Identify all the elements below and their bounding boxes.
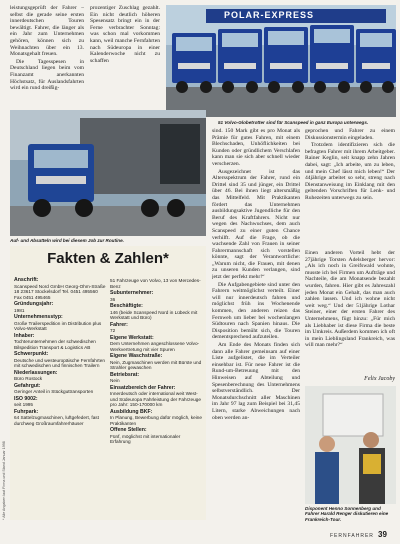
fact-value: seit 1995 <box>14 402 34 407</box>
fact-label: Unternehmensstyp: <box>14 314 63 320</box>
fact-value: Deutsche und westeuropäische Fernfahrten mit schwedischen und finnischen Trailern <box>14 357 105 368</box>
paragraph: sind. 150 Mark gibt es pro Monat als Prämie für gutes Fahren, mit einem Blechschaden, Unhöflichkeiten bei Kunden oder gründlichem Verschlafen kann man sie sich aber schnell wieder verscherzen. <box>212 128 300 167</box>
truck-trailer-illustration <box>10 110 206 236</box>
fact-value: 1981 <box>14 307 25 313</box>
fact-label: Inhaber: <box>14 332 35 339</box>
mid-photo-caption: Auf- und Absatteln wird bei diesem Job zur Routine. <box>10 238 124 243</box>
author-credit: Felix Jacoby <box>364 376 395 382</box>
photo-dispatcher-driver <box>305 386 396 504</box>
paragraph: Am Ende des Monats finden sich dann alle Fahrer gemeinsam auf einer Liste aufgelistet, die im Verteiler einsehbar ist. Für neue Fahrer ist die Rund-um-Betreuung mit den Hinweisen auf Abteilung und Spesenberechnung des Unternehmens selbstverständlich. Der Monatsdurchschnitt aller Maschinen im Jahr 97 lag zum Beispiel bei 31,45 Litern, starke Abweichungen nach oben werden an- <box>212 342 300 421</box>
fact-value: 36 <box>110 296 116 302</box>
fact-label: Gründungsjahr: <box>14 301 54 307</box>
fact-label: Subunternehmer: <box>110 290 154 296</box>
fact-label: Eigene Waschstraße: <box>110 353 163 359</box>
fact-value: Große Trailerspedition im Distribution plus Volvo-Werkstatt <box>14 320 102 331</box>
facts-col-right <box>110 276 202 446</box>
photo-truck-trailer <box>10 110 206 236</box>
paragraph: Einen anderen Vorteil hebt der 27jährige Torsten Adelsberger hervor: „Als ich noch in Greifswald wohnte, musste ich bei Firmen um Aufträge und Nachteile, die am Monatsende bezahlt wurden, fahren. Hier gibt es Jahreszahl jeden Monat ein Gehalt, das man auch zahlen lassen. Und ich wohne nicht weit weg.“ Und der 51jährige Lothar Steiner, einer der ersten Fahrer des Unternehmens, fügt hinzu: „Für mich als Liebhaber ist diese Firma die beste im Umkreis. Außerdem kommen ich oft in mein Lieblingsland Frankreich, was will man mehr?“ <box>305 250 395 349</box>
fact-value: Scanspeed Nord GmbH Georg-Ohm-Straße 18 23617 Stockelsdorf Tel. 0451 495560 Fax 0451 495465 <box>14 283 106 300</box>
truck-banner-text: POLAR-EXPRESS <box>224 10 315 20</box>
fact-value: 64 Sattelzugmaschinen, luftgefedert, fast durchweg Großraumfahrerhäuser <box>14 415 99 426</box>
fact-value: In Planung, Bewerbung dafür möglich, keine Praktikanten <box>110 415 202 426</box>
top-photo-caption: 51 Volvo-Globetrotter sind für Scanspeed in ganz Europa unterwegs. <box>218 120 369 125</box>
fact-value: Nein <box>110 378 120 383</box>
paragraph: leistungsgeprüft der Fahrer – selbst die gerade seine ersten innerdeutschen Touren bewältigt. Fahrer, die länger als ein Jahr zum Unternehmen gehören, können sich zu Weihnachten über ein 13. Monatsgehalt freuen. <box>10 5 84 58</box>
paragraph: Die Tagesspesen in Deutschland liegen beim vom Finanzamt anerkannten Höchstsatz, für Auslandsfahrten wird ein rund dreißig- <box>10 58 84 92</box>
fact-label: Schwerpunkt: <box>14 351 49 357</box>
facts-title: Fakten & Zahlen* <box>47 250 169 267</box>
paragraph: Ausgezeichnet ist das Altersspektrum der Fahrer, rund ein Drittel sind 35 und jünger, ein Drittel über 46. Bei ihnen liegt altersmäßig das Mittelfeld. Mit Praktikanten fördert das Unternehmen ausbildungsaktive Jugendliche für den Beruf des Kraftfahrers. Nicht nur wegen des Nachwuchses, dem auch Scanspeed zu einer guten Chance verhilft. Auf die Frage, ob die wachsende Zahl von Frauen in seiner Fahrermannschaft sich vorstellen könnte, sagt der Verantwortliche: „Warum nicht, die Frauen, mit denen zu unseren Kunden verlangen, sind jetzt der perfekt mehr!“ <box>212 168 300 281</box>
fact-value: Büro Rostock <box>14 376 43 381</box>
paragraph: Trotzdem identifizieren sich die befragten Fahrer mit ihrem Arbeitgeber. Rainer Keglin, seit knapp zehn Jahren dabei, sagt: „Ich arbeite, um zu leben, und mein Chef lässt mich leben!“ Der 44jährige arbeitet so sehr, streng nach Dienstanweisung im Einklang mit den geltenden Vorschriften für Lenk- und Ruhezeiten unterwegs zu sein. <box>305 142 395 201</box>
top-text-mid <box>90 5 160 107</box>
fact-value: 146 (beide Scanspeed Nord in Lübeck mit Werkstatt und Büro) <box>110 309 198 320</box>
fact-label: Eigene Werkstatt: <box>110 334 154 341</box>
right-text-col-b <box>305 128 395 244</box>
fact-label: Ausbildung BKF: <box>110 408 153 415</box>
fact-label: Beschäftigte: <box>110 303 143 309</box>
right-text-col-c <box>305 250 395 374</box>
footer-page-number: 39 <box>378 530 387 539</box>
fact-value: Dem Unternehmen angeschlossene Volvo-Werkvertretung mit vier Spuren <box>110 341 200 352</box>
fact-label: Einsatzbereich der Fahrer: <box>110 384 176 391</box>
fact-label: Niederlassungen: <box>14 369 58 376</box>
paragraph: prozentiger Zuschlag gezahlt. Ein nicht deutlich höheren Spesensatz bringt ein in der Ferne verbrachter Sonntag: was schon mal vorkommen kann, weil manche Fernfahrten nach Südeuropa in einer Kalenderwoche nicht zu schaffen <box>90 5 160 64</box>
fact-label: Offene Stellen: <box>110 427 147 433</box>
truck-fleet-illustration <box>166 5 396 117</box>
fact-value: Tochterunternehmen der schwedischen Bilspedition Transport & Logistics AB <box>14 339 96 350</box>
right-text-col-a <box>212 128 300 526</box>
fact-value: 72 <box>110 328 116 333</box>
fact-value: Fünf, möglichst mit internationaler Erfahrung <box>110 433 181 444</box>
fact-label: Fuhrpark: <box>14 408 39 415</box>
fact-label: ISO 9002: <box>14 395 38 402</box>
fact-value: Nein, Zugmaschinen werden mit Bürste und Strahler gewaschen <box>110 359 202 370</box>
fact-label: Fahrer: <box>110 321 128 328</box>
facts-box <box>10 246 206 520</box>
fact-value: Geringer Anteil in Stückguttransporten <box>14 389 94 394</box>
side-footnote: * Alle Angaben laut Firma und Stand Januar 1998 <box>2 441 6 520</box>
people-illustration <box>305 386 396 504</box>
bottom-right-caption: Disponent Henno Sonnenberg und Fahrer Harald Renger diskutieren eine Frankreich-Tour. <box>305 506 389 522</box>
top-text-left <box>10 5 84 107</box>
fact-label: Betriebsrat: <box>110 371 140 378</box>
footer-magazine: FERNFAHRER <box>330 533 374 539</box>
fact-value: 51 Fahrzeuge von Volvo, 13 von Mercedes-Benz <box>110 278 201 289</box>
photo-truck-fleet <box>166 5 396 117</box>
fact-label: Anschrift: <box>14 277 39 283</box>
facts-col-left <box>14 276 106 427</box>
paragraph: geprochen und Fahrer zu einem Diskussionstermin eingeladen. <box>305 128 395 141</box>
paragraph: Die Aufgabengebiete sind unter den Fahrern weitmöglichst verteilt. Einer will nur innerdeutsch fahren und möglichst früh ins Wochenende kommen, den anderen reizen das Fernweh um lieber bei wochenlangen Südtouren nach Spanien hinaus. Die Disposition bemüht sich, die Touren dementsprechend aufzuteilen. <box>212 281 300 341</box>
fact-value: Innerdeutsch oder international weit West- und Südeuropa Fahrleistung der Fahrzeuge pro Jahr: 150-170000 km <box>110 391 201 407</box>
fact-label: Gefahrgut: <box>14 382 41 389</box>
